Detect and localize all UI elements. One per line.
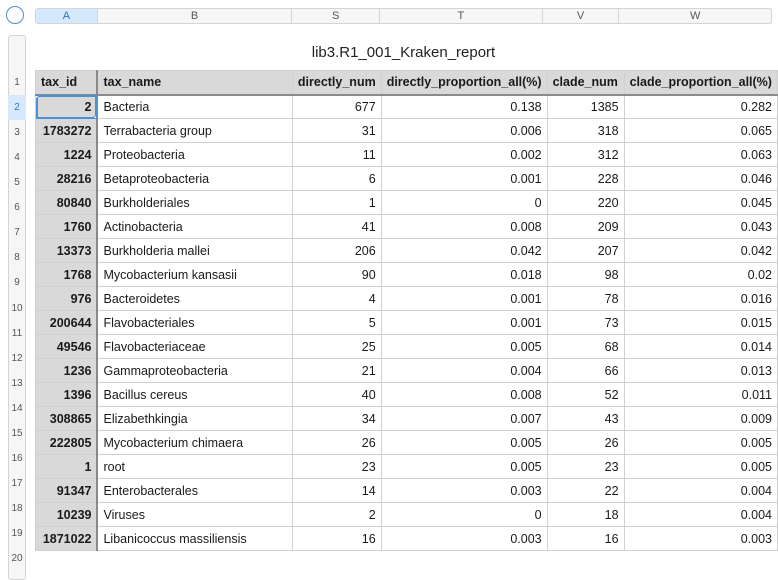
row-number[interactable]: 13 xyxy=(11,378,23,389)
cell-tax-id[interactable]: 80840 xyxy=(36,191,98,215)
cell-tax-id[interactable]: 91347 xyxy=(36,479,98,503)
cell-clade-proportion[interactable]: 0.015 xyxy=(624,311,777,335)
cell-directly-num[interactable]: 21 xyxy=(292,359,381,383)
column-letter-a[interactable]: A xyxy=(36,9,98,23)
row-number[interactable]: 5 xyxy=(14,177,20,188)
cell-clade-num[interactable]: 220 xyxy=(547,191,624,215)
cell-clade-num[interactable]: 16 xyxy=(547,527,624,551)
row-number[interactable]: 20 xyxy=(11,553,23,564)
cell-tax-name[interactable]: Elizabethkingia xyxy=(97,407,292,431)
column-letter-b[interactable]: B xyxy=(98,9,292,23)
table-row xyxy=(36,311,778,335)
cell-tax-id[interactable]: 2 xyxy=(36,95,98,119)
header-tax-name[interactable]: tax_name xyxy=(97,71,292,95)
cell-directly-proportion[interactable]: 0.003 xyxy=(381,527,547,551)
header-clade-proportion[interactable]: clade_proportion_all(%) xyxy=(624,71,777,95)
cell-tax-name[interactable]: Viruses xyxy=(97,503,292,527)
cell-clade-num[interactable]: 98 xyxy=(547,263,624,287)
column-header-strip xyxy=(35,8,772,24)
cell-clade-proportion[interactable]: 0.046 xyxy=(624,167,777,191)
cell-clade-proportion[interactable]: 0.013 xyxy=(624,359,777,383)
table-row xyxy=(36,407,778,431)
cell-directly-proportion[interactable]: 0.002 xyxy=(381,143,547,167)
cell-clade-proportion[interactable]: 0.011 xyxy=(624,383,777,407)
cell-directly-proportion[interactable]: 0.008 xyxy=(381,215,547,239)
cell-tax-name[interactable]: Mycobacterium chimaera xyxy=(97,431,292,455)
cell-clade-num[interactable]: 1385 xyxy=(547,95,624,119)
table-row xyxy=(36,431,778,455)
cell-directly-num[interactable]: 26 xyxy=(292,431,381,455)
cell-clade-proportion[interactable]: 0.063 xyxy=(624,143,777,167)
table-row xyxy=(36,287,778,311)
cell-tax-id[interactable]: 308865 xyxy=(36,407,98,431)
cell-directly-proportion[interactable]: 0.005 xyxy=(381,455,547,479)
cell-clade-num[interactable]: 73 xyxy=(547,311,624,335)
cell-clade-proportion[interactable]: 0.016 xyxy=(624,287,777,311)
table-row xyxy=(36,479,778,503)
cell-clade-num[interactable]: 312 xyxy=(547,143,624,167)
cell-clade-num[interactable]: 78 xyxy=(547,287,624,311)
row-number[interactable]: 6 xyxy=(14,202,20,213)
row-number[interactable]: 11 xyxy=(11,328,23,339)
cell-tax-name[interactable]: Bacteroidetes xyxy=(97,287,292,311)
cell-clade-proportion[interactable]: 0.042 xyxy=(624,239,777,263)
column-letter-t[interactable]: T xyxy=(380,9,543,23)
cell-tax-id[interactable]: 13373 xyxy=(36,239,98,263)
cell-clade-num[interactable]: 68 xyxy=(547,335,624,359)
cell-tax-name[interactable]: Flavobacteriales xyxy=(97,311,292,335)
sheet-title[interactable]: lib3.R1_001_Kraken_report xyxy=(311,44,496,61)
cell-tax-id[interactable]: 222805 xyxy=(36,431,98,455)
row-number[interactable]: 8 xyxy=(14,252,20,263)
cell-directly-proportion[interactable]: 0.004 xyxy=(381,359,547,383)
cell-directly-num[interactable]: 6 xyxy=(292,167,381,191)
cell-directly-num[interactable]: 14 xyxy=(292,479,381,503)
row-number[interactable]: 9 xyxy=(14,277,20,288)
cell-directly-num[interactable]: 4 xyxy=(292,287,381,311)
select-all-button[interactable] xyxy=(6,6,24,24)
cell-clade-num[interactable]: 23 xyxy=(547,455,624,479)
cell-directly-proportion[interactable]: 0 xyxy=(381,191,547,215)
table-row xyxy=(36,455,778,479)
table-row xyxy=(36,119,778,143)
cell-tax-name[interactable]: Flavobacteriaceae xyxy=(97,335,292,359)
row-number[interactable]: 2 xyxy=(8,95,26,120)
cell-clade-num[interactable]: 318 xyxy=(547,119,624,143)
cell-tax-name[interactable]: Gammaproteobacteria xyxy=(97,359,292,383)
row-number[interactable]: 14 xyxy=(11,403,23,414)
cell-directly-num[interactable]: 34 xyxy=(292,407,381,431)
row-number[interactable]: 4 xyxy=(14,152,20,163)
table-row xyxy=(36,95,778,119)
cell-clade-proportion[interactable]: 0.045 xyxy=(624,191,777,215)
cell-tax-name[interactable]: Terrabacteria group xyxy=(97,119,292,143)
cell-tax-id[interactable]: 1396 xyxy=(36,383,98,407)
cell-directly-proportion[interactable]: 0.005 xyxy=(381,335,547,359)
table-row xyxy=(36,383,778,407)
table-row xyxy=(36,263,778,287)
cell-tax-name[interactable]: root xyxy=(97,455,292,479)
cell-directly-proportion[interactable]: 0.001 xyxy=(381,287,547,311)
column-letter-s[interactable]: S xyxy=(292,9,380,23)
row-number[interactable]: 16 xyxy=(11,453,23,464)
cell-tax-name[interactable]: Bacteria xyxy=(97,95,292,119)
cell-directly-num[interactable]: 41 xyxy=(292,215,381,239)
cell-directly-proportion[interactable]: 0 xyxy=(381,503,547,527)
cell-directly-num[interactable]: 23 xyxy=(292,455,381,479)
selection-handle-bottom-right[interactable] xyxy=(93,115,97,119)
column-letter-v[interactable]: V xyxy=(543,9,620,23)
cell-clade-proportion[interactable]: 0.004 xyxy=(624,479,777,503)
cell-clade-proportion[interactable]: 0.02 xyxy=(624,263,777,287)
cell-directly-num[interactable]: 677 xyxy=(292,95,381,119)
cell-directly-proportion[interactable]: 0.006 xyxy=(381,119,547,143)
row-number[interactable]: 3 xyxy=(14,127,20,138)
header-row xyxy=(36,71,778,95)
row-number[interactable]: 7 xyxy=(14,227,20,238)
cell-tax-id[interactable]: 28216 xyxy=(36,167,98,191)
cell-directly-proportion[interactable]: 0.008 xyxy=(381,383,547,407)
cell-tax-id[interactable]: 49546 xyxy=(36,335,98,359)
header-directly-num[interactable]: directly_num xyxy=(292,71,381,95)
header-clade-num[interactable]: clade_num xyxy=(547,71,624,95)
cell-directly-num[interactable]: 16 xyxy=(292,527,381,551)
cell-tax-id[interactable]: 10239 xyxy=(36,503,98,527)
cell-clade-num[interactable]: 228 xyxy=(547,167,624,191)
cell-tax-name[interactable]: Betaproteobacteria xyxy=(97,167,292,191)
table-row xyxy=(36,359,778,383)
cell-tax-id[interactable]: 1871022 xyxy=(36,527,98,551)
cell-directly-num[interactable]: 25 xyxy=(292,335,381,359)
cell-clade-num[interactable]: 66 xyxy=(547,359,624,383)
cell-tax-name[interactable]: Proteobacteria xyxy=(97,143,292,167)
cell-directly-proportion[interactable]: 0.003 xyxy=(381,479,547,503)
header-tax-id[interactable]: tax_id xyxy=(36,71,98,95)
cell-tax-name[interactable]: Mycobacterium kansasii xyxy=(97,263,292,287)
cell-clade-proportion[interactable]: 0.043 xyxy=(624,215,777,239)
cell-directly-proportion[interactable]: 0.018 xyxy=(381,263,547,287)
row-number[interactable]: 1 xyxy=(14,77,20,88)
row-number[interactable]: 18 xyxy=(11,503,23,514)
cell-tax-id[interactable]: 1224 xyxy=(36,143,98,167)
cell-clade-proportion[interactable]: 0.065 xyxy=(624,119,777,143)
table-row xyxy=(36,503,778,527)
cell-tax-name[interactable]: Bacillus cereus xyxy=(97,383,292,407)
table-row xyxy=(36,239,778,263)
row-number[interactable]: 15 xyxy=(11,428,23,439)
cell-directly-proportion[interactable]: 0.001 xyxy=(381,167,547,191)
cell-directly-proportion[interactable]: 0.001 xyxy=(381,311,547,335)
cell-clade-proportion[interactable]: 0.005 xyxy=(624,455,777,479)
cell-directly-proportion[interactable]: 0.042 xyxy=(381,239,547,263)
cell-tax-id[interactable]: 1 xyxy=(36,455,98,479)
cell-clade-proportion[interactable]: 0.282 xyxy=(624,95,777,119)
row-number[interactable]: 10 xyxy=(11,303,23,314)
cell-directly-proportion[interactable]: 0.138 xyxy=(381,95,547,119)
cell-clade-num[interactable]: 52 xyxy=(547,383,624,407)
cell-directly-num[interactable]: 2 xyxy=(292,503,381,527)
cell-clade-proportion[interactable]: 0.003 xyxy=(624,527,777,551)
cell-clade-proportion[interactable]: 0.005 xyxy=(624,431,777,455)
cell-clade-num[interactable]: 207 xyxy=(547,239,624,263)
cell-directly-num[interactable]: 40 xyxy=(292,383,381,407)
table-row xyxy=(36,143,778,167)
cell-tax-id[interactable]: 1768 xyxy=(36,263,98,287)
cell-tax-id[interactable]: 1783272 xyxy=(36,119,98,143)
column-letter-w[interactable]: W xyxy=(690,10,701,22)
cell-clade-proportion[interactable]: 0.004 xyxy=(624,503,777,527)
cell-tax-id[interactable]: 1236 xyxy=(36,359,98,383)
cell-directly-num[interactable]: 11 xyxy=(292,143,381,167)
cell-directly-num[interactable]: 31 xyxy=(292,119,381,143)
row-number[interactable]: 17 xyxy=(11,478,23,489)
cell-clade-proportion[interactable]: 0.014 xyxy=(624,335,777,359)
cell-directly-num[interactable]: 206 xyxy=(292,239,381,263)
cell-clade-num[interactable]: 18 xyxy=(547,503,624,527)
table-row xyxy=(36,527,778,551)
cell-tax-name[interactable]: Actinobacteria xyxy=(97,215,292,239)
cell-tax-name[interactable]: Burkholderiales xyxy=(97,191,292,215)
cell-directly-num[interactable]: 5 xyxy=(292,311,381,335)
cell-clade-num[interactable]: 209 xyxy=(547,215,624,239)
row-number[interactable]: 12 xyxy=(11,353,23,364)
table-row xyxy=(36,191,778,215)
cell-directly-proportion[interactable]: 0.005 xyxy=(381,431,547,455)
cell-directly-num[interactable]: 1 xyxy=(292,191,381,215)
cell-tax-id[interactable]: 976 xyxy=(36,287,98,311)
data-table xyxy=(35,70,778,551)
cell-directly-num[interactable]: 90 xyxy=(292,263,381,287)
table-row xyxy=(36,167,778,191)
cell-tax-id[interactable]: 200644 xyxy=(36,311,98,335)
cell-clade-proportion[interactable]: 0.009 xyxy=(624,407,777,431)
cell-tax-name[interactable]: Burkholderia mallei xyxy=(97,239,292,263)
cell-directly-proportion[interactable]: 0.007 xyxy=(381,407,547,431)
cell-tax-id[interactable]: 1760 xyxy=(36,215,98,239)
selection-handle-top-left[interactable] xyxy=(36,95,40,99)
table-row xyxy=(36,335,778,359)
cell-tax-name[interactable]: Enterobacterales xyxy=(97,479,292,503)
table-row xyxy=(36,215,778,239)
cell-clade-num[interactable]: 26 xyxy=(547,431,624,455)
cell-tax-name[interactable]: Libanicoccus massiliensis xyxy=(97,527,292,551)
header-directly-proportion[interactable]: directly_proportion_all(%) xyxy=(381,71,547,95)
cell-clade-num[interactable]: 43 xyxy=(547,407,624,431)
cell-clade-num[interactable]: 22 xyxy=(547,479,624,503)
row-number[interactable]: 19 xyxy=(11,528,23,539)
